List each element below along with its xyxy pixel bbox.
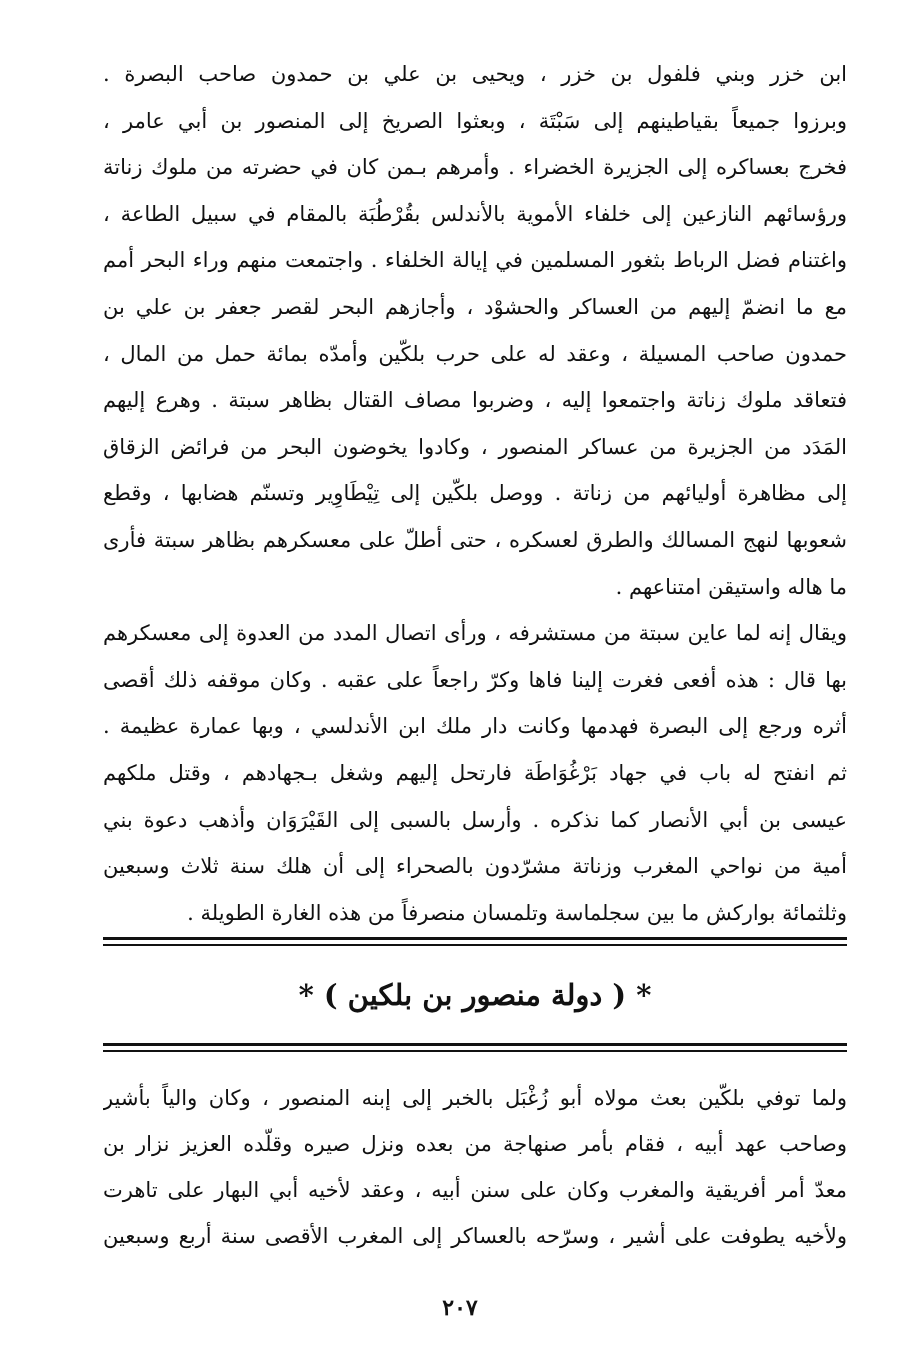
text-line: ثم انفتح له باب في جهاد بَرْغُوَاطَة فارتحل إليهم وشغل بـجهادهم ، وقتل ملكهم [103, 760, 847, 785]
text-line: أمية من نواحي المغرب وزناتة مشرّدون بالصحراء إلى أن هلك سنة ثلاث وسبعين [103, 854, 847, 879]
paragraph-end-line: ما هاله واستيقن امتناعهم . [615, 574, 847, 599]
paragraph-end-line: وثلثمائة بواركش ما بين سجلماسة وتلمسان منصرفاً من هذه الغارة الطويلة . [187, 900, 847, 925]
text-line: حمدون صاحب المسيلة ، وعقد له على حرب بلكّين وأمدّه بمائة حمل من المال ، [103, 341, 847, 366]
text-line: عيسى بن أبي الأنصار كما نذكره . وأرسل بالسبى إلى القَيْرَوَان وأذهب دعوة بني [103, 807, 847, 832]
text-line: وصاحب عهد أبيه ، فقام بأمر صنهاجة من بعده ونزل صيره وقلّده العزيز نزار بن [103, 1132, 847, 1156]
text-line: إلى مظاهرة أوليائهم من زناتة . ووصل بلكّين إلى تِيْطَاوِير وتسنّم هضابها ، وقطع [103, 481, 847, 506]
text-line: مع ما انضمّ إليهم من العساكر والحشوْد ، وأجازهم البحر لقصر جعفر بن علي بن [103, 294, 847, 319]
text-line: ويقال إنه لما عاين سبتة من مستشرفه ، ورأى اتصال المدد من العدوة إلى معسكرهم [103, 621, 847, 646]
text-line: فخرج بعساكره إلى الجزيرة الخضراء . وأمرهم بـمن كان في حضرته من ملوك زناتة [103, 155, 847, 180]
text-line: معدّ أمر أفريقية والمغرب وكان على سنن أبيه ، وعقد لأخيه أبي البهار على تاهرت [103, 1178, 847, 1202]
text-line: ولما توفي بلكّين بعث مولاه أبو زُغْبَل بالخبر إلى إبنه المنصور ، وكان والياً بأشير [103, 1086, 847, 1110]
text-line: فتعاقد ملوك زناتة واجتمعوا إليه ، وضربوا مصاف القتال بظاهر سبتة . وهرع إليهم [103, 388, 847, 413]
page-number: ٢٠٧ [442, 1295, 478, 1321]
text-line: ابن خزر وبني فلفول بن خزر ، ويحيى بن علي بن حمدون صاحب البصرة . [103, 62, 847, 86]
text-line: أثره ورجع إلى البصرة فهدمها وكانت دار ملك ابن الأندلسي ، وبها عمارة عظيمة . [103, 714, 847, 739]
text-line: بها قال : هذه أفعى فغرت إلينا فاها وكرّ راجعاً على عقبه . وكان موقفه ذلك أقصى [103, 667, 847, 692]
text-line: واغتنام فضل الرباط بثغور المسلمين في إيالة الخلفاء . واجتمعت منهم وراء البحر أمم [103, 248, 847, 273]
chapter-text-block [103, 1075, 847, 1259]
chapter-heading: * ( دولة منصور بن بلكين ) * [298, 978, 652, 1012]
text-line: ولأخيه يطوفت على أشير ، وسرّحه بالعساكر إلى المغرب الأقصى سنة أربع وسبعين [103, 1224, 847, 1248]
section-divider-top [103, 937, 847, 946]
section-divider-bottom [103, 1043, 847, 1052]
text-line: وبرزوا جميعاً بقياطينهم إلى سَبْتَة ، وبعثوا الصريخ إلى المنصور بن أبي عامر ، [103, 108, 847, 133]
main-text-block [103, 51, 847, 936]
text-line: ورؤسائهم النازعين إلى خلفاء الأموية بالأندلس بقُرْطُبَة بالمقام في سبيل الطاعة ، [103, 201, 847, 226]
text-line: شعوبها لنهج المسالك والطرق لعسكره ، حتى أطلّ على معسكرهم بظاهر سبتة فأرى [103, 527, 847, 552]
text-line: المَدَد من الجزيرة من عساكر المنصور ، وكادوا يخوضون البحر من فرائض الزقاق [103, 434, 847, 459]
